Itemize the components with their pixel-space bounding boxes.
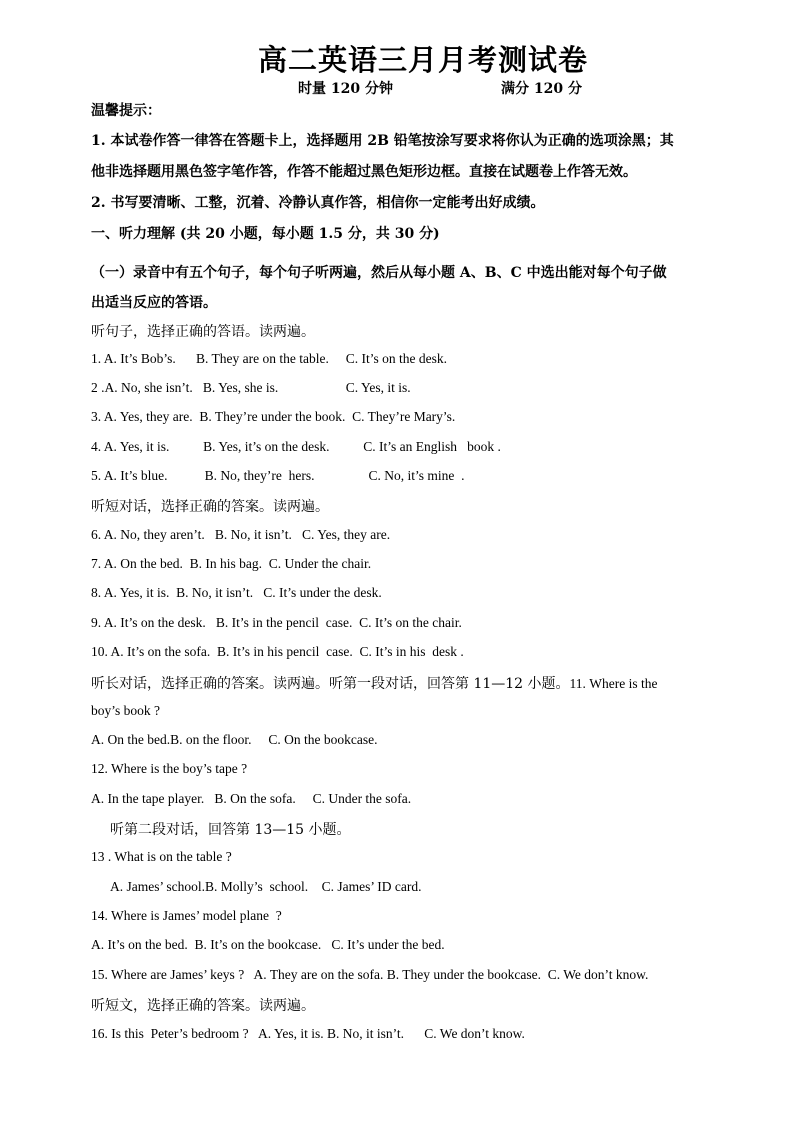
question-14-options: A. It’s on the bed. B. It’s on the bookcase. C. It’s under the bed.: [91, 937, 445, 952]
notice-item-1-line-1: 1. 本试卷作答一律答在答题卡上，选择题用 2B 铅笔按涂写要求将你认为正确的选项涂黑；其: [91, 133, 674, 149]
exam-full-score: 满分 120 分: [500, 81, 582, 97]
question-11-start: 11. Where is the: [569, 676, 658, 691]
question-11-options: A. On the bed.B. on the floor. C. On the bookcase.: [91, 732, 378, 747]
question-16: 16. Is this Peter’s bedroom ? A. Yes, it is. B. No, it isn’t. C. We don’t know.: [91, 1026, 525, 1041]
question-5: 5. A. It’s blue. B. No, they’re hers. C. No, it’s mine .: [91, 468, 465, 483]
question-9: 9. A. It’s on the desk. B. It’s in the pencil case. C. It’s on the chair.: [91, 615, 462, 630]
question-4: 4. A. Yes, it is. B. Yes, it’s on the desk. C. It’s an English book .: [91, 439, 501, 454]
question-11-continued: boy’s book ?: [91, 703, 160, 718]
notice-heading: 温馨提示：: [91, 103, 161, 119]
question-7: 7. A. On the bed. B. In his bag. C. Under the chair.: [91, 556, 372, 571]
question-13-options: A. James’ school.B. Molly’s school. C. James’ ID card.: [110, 879, 422, 894]
question-2: 2 .A. No, she isn’t. B. Yes, she is. C. Yes, it is.: [91, 380, 411, 395]
instruction-passage: 听短文，选择正确的答案。读两遍。: [91, 998, 315, 1014]
question-14: 14. Where is James’ model plane ?: [91, 908, 282, 923]
part-1-instruction-line-2: 出适当反应的答语。: [91, 295, 217, 311]
question-1: 1. A. It’s Bob’s. B. They are on the table. C. It’s on the desk.: [91, 351, 447, 366]
question-12: 12. Where is the boy’s tape ?: [91, 761, 248, 776]
question-10: 10. A. It’s on the sofa. B. It’s in his pencil case. C. It’s in his desk .: [91, 644, 464, 659]
part-1-instruction-line-1: （一）录音中有五个句子，每个句子听两遍，然后从每小题 A、B、C 中选出能对每个句子做: [91, 265, 667, 281]
notice-item-2: 2. 书写要清晰、工整，沉着、冷静认真作答，相信你一定能考出好成绩。: [91, 195, 545, 211]
instruction-long-dialogues-text: 听长对话，选择正确的答案。读两遍。听第一段对话，回答第 11—12 小题。: [91, 676, 570, 692]
instruction-long-dialogues: [91, 673, 658, 693]
exam-title: 高二英语三月月考测试卷: [257, 43, 588, 77]
question-6: 6. A. No, they aren’t. B. No, it isn’t. C. Yes, they are.: [91, 527, 391, 542]
notice-item-1-line-2: 他非选择题用黑色签字笔作答，作答不能超过黑色矩形边框。直接在试题卷上作答无效。: [91, 164, 637, 180]
exam-duration: 时量 120 分钟: [298, 81, 393, 97]
question-3: 3. A. Yes, they are. B. They’re under the book. C. They’re Mary’s.: [91, 409, 456, 424]
section-1-heading: 一、听力理解 (共 20 小题，每小题 1.5 分，共 30 分): [91, 226, 440, 242]
exam-meta: [298, 78, 582, 98]
instruction-short-dialogues: 听短对话，选择正确的答案。读两遍。: [91, 499, 329, 515]
instruction-second-dialogue: 听第二段对话，回答第 13—15 小题。: [110, 822, 351, 838]
question-8: 8. A. Yes, it is. B. No, it isn’t. C. It’s under the desk.: [91, 585, 382, 600]
instruction-sentences: 听句子，选择正确的答语。读两遍。: [91, 324, 315, 340]
question-13: 13 . What is on the table ?: [91, 849, 232, 864]
question-12-options: A. In the tape player. B. On the sofa. C. Under the sofa.: [91, 791, 412, 806]
question-15: 15. Where are James’ keys ? A. They are on the sofa. B. They under the bookcase. C. We don’t know.: [91, 967, 649, 982]
